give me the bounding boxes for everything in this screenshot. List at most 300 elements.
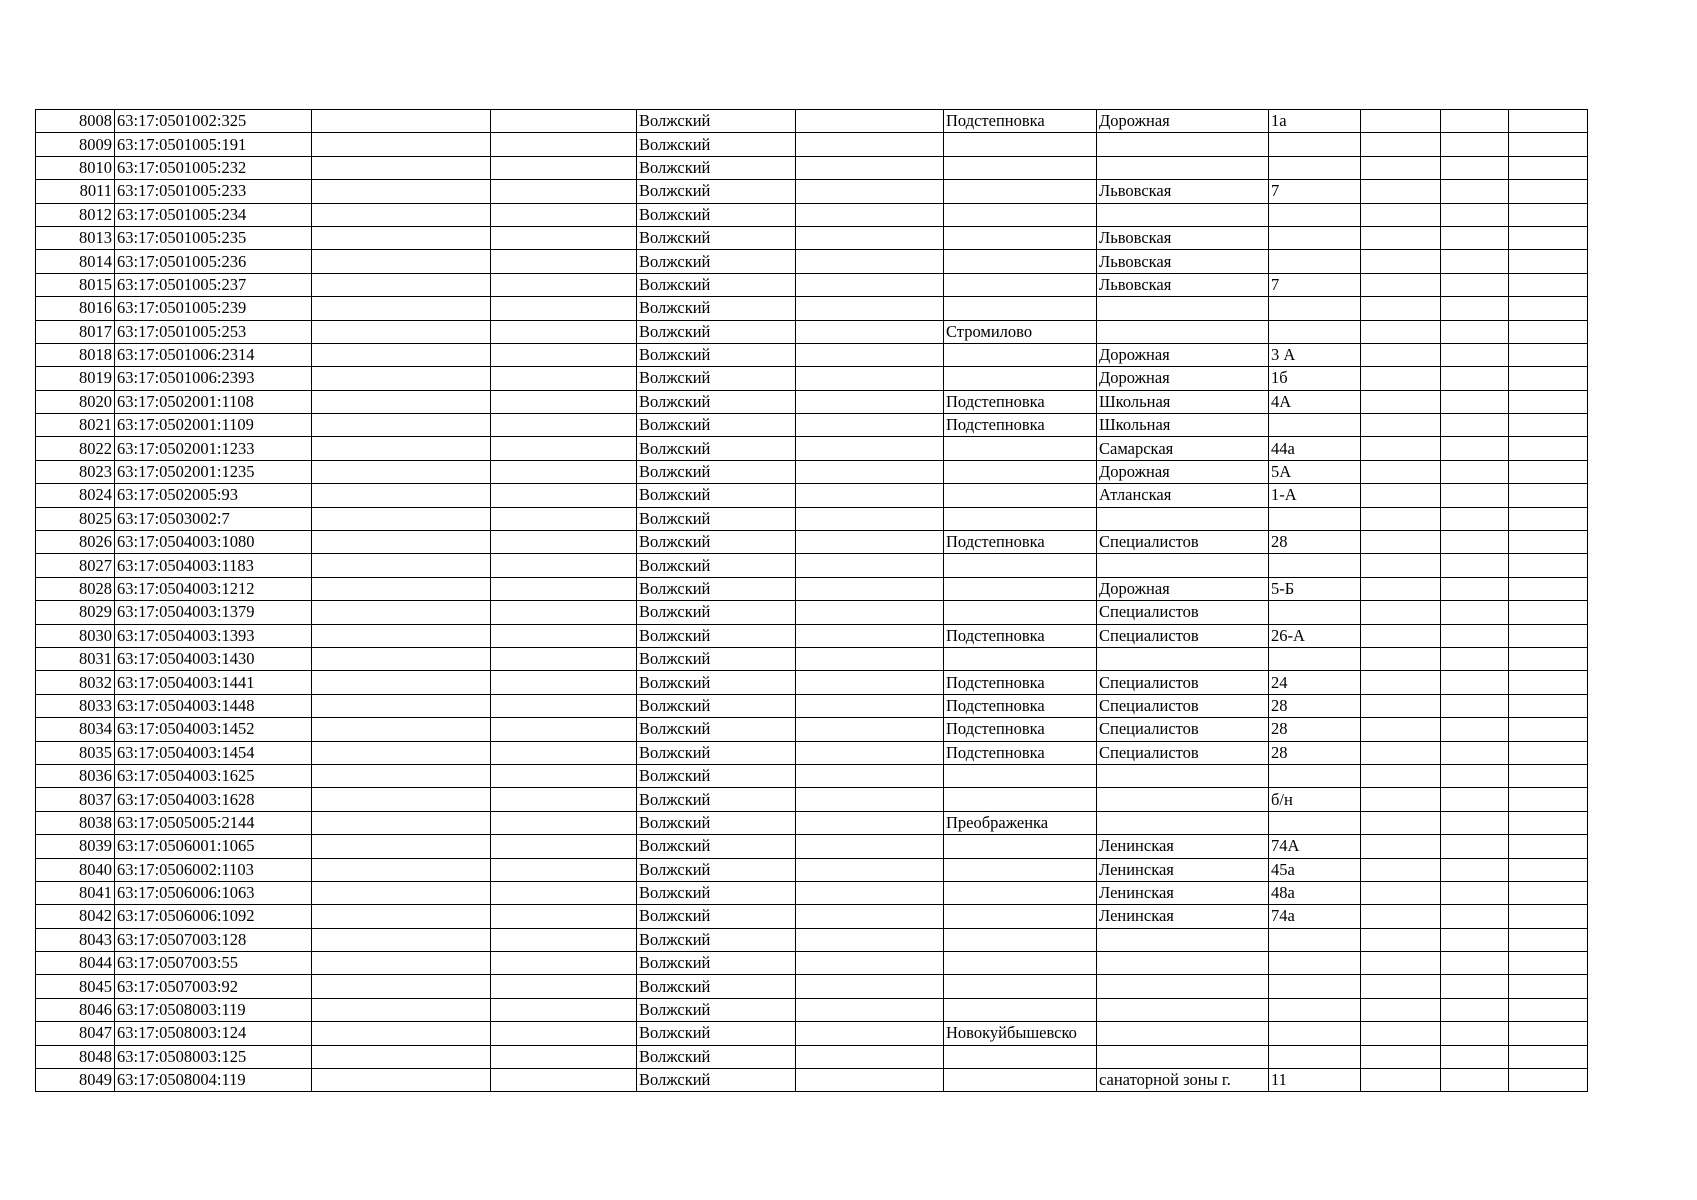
cell-cadastral-number: 63:17:0504003:1448 (115, 694, 312, 717)
table-row (36, 998, 1588, 1021)
cell-col-6 (796, 694, 944, 717)
cell-house-number: 11 (1269, 1069, 1361, 1092)
cell-col-6 (796, 577, 944, 600)
cell-street: Специалистов (1097, 531, 1269, 554)
cell-house-number (1269, 998, 1361, 1021)
cell-col-6 (796, 998, 944, 1021)
cell-col-6 (796, 881, 944, 904)
cell-settlement (944, 952, 1097, 975)
cell-col-12 (1509, 811, 1588, 834)
cell-col-12 (1509, 507, 1588, 530)
cell-settlement (944, 133, 1097, 156)
cell-cadastral-number: 63:17:0504003:1212 (115, 577, 312, 600)
cell-cadastral-number: 63:17:0506006:1092 (115, 905, 312, 928)
cell-row-number: 8021 (36, 414, 115, 437)
cell-col-12 (1509, 788, 1588, 811)
cell-district: Волжский (637, 671, 796, 694)
cell-row-number: 8011 (36, 180, 115, 203)
cell-col-4 (491, 133, 637, 156)
cell-settlement: Подстепновка (944, 414, 1097, 437)
cell-col-3 (312, 577, 491, 600)
cell-col-3 (312, 952, 491, 975)
cell-col-3 (312, 1069, 491, 1092)
cell-house-number: 3 А (1269, 343, 1361, 366)
cell-street (1097, 788, 1269, 811)
cell-col-11 (1441, 694, 1509, 717)
cell-col-12 (1509, 554, 1588, 577)
cell-street: Атланская (1097, 484, 1269, 507)
cell-district: Волжский (637, 881, 796, 904)
cell-col-3 (312, 320, 491, 343)
cell-col-4 (491, 554, 637, 577)
cell-house-number: 28 (1269, 718, 1361, 741)
cell-col-6 (796, 390, 944, 413)
cell-row-number: 8026 (36, 531, 115, 554)
cell-row-number: 8043 (36, 928, 115, 951)
cell-col-4 (491, 647, 637, 670)
table-row (36, 905, 1588, 928)
cell-col-10 (1361, 273, 1441, 296)
cell-col-6 (796, 905, 944, 928)
cell-col-6 (796, 180, 944, 203)
cell-col-6 (796, 156, 944, 179)
cell-col-3 (312, 624, 491, 647)
cell-settlement (944, 601, 1097, 624)
cell-cadastral-number: 63:17:0504003:1183 (115, 554, 312, 577)
cell-street: Специалистов (1097, 601, 1269, 624)
cell-col-6 (796, 484, 944, 507)
cell-district: Волжский (637, 858, 796, 881)
cell-street: Школьная (1097, 390, 1269, 413)
cell-house-number: 48а (1269, 881, 1361, 904)
cell-settlement (944, 1045, 1097, 1068)
cell-district: Волжский (637, 835, 796, 858)
cell-row-number: 8049 (36, 1069, 115, 1092)
cell-col-4 (491, 156, 637, 179)
cell-street (1097, 647, 1269, 670)
cell-cadastral-number: 63:17:0504003:1628 (115, 788, 312, 811)
cell-col-11 (1441, 624, 1509, 647)
table-row (36, 975, 1588, 998)
cell-row-number: 8046 (36, 998, 115, 1021)
cell-col-10 (1361, 437, 1441, 460)
cell-col-6 (796, 531, 944, 554)
table-row (36, 718, 1588, 741)
cell-col-3 (312, 531, 491, 554)
cell-col-10 (1361, 367, 1441, 390)
cell-cadastral-number: 63:17:0505005:2144 (115, 811, 312, 834)
cell-col-3 (312, 671, 491, 694)
cell-street (1097, 952, 1269, 975)
cell-col-11 (1441, 858, 1509, 881)
cell-house-number (1269, 647, 1361, 670)
cell-col-4 (491, 577, 637, 600)
cell-district: Волжский (637, 975, 796, 998)
cell-street: Школьная (1097, 414, 1269, 437)
cell-settlement: Подстепновка (944, 390, 1097, 413)
cell-col-3 (312, 133, 491, 156)
cell-district: Волжский (637, 1022, 796, 1045)
table-row (36, 414, 1588, 437)
cell-col-12 (1509, 694, 1588, 717)
cell-street (1097, 133, 1269, 156)
cell-col-12 (1509, 133, 1588, 156)
cell-district: Волжский (637, 952, 796, 975)
cell-col-11 (1441, 975, 1509, 998)
cell-col-6 (796, 928, 944, 951)
cell-cadastral-number: 63:17:0501005:233 (115, 180, 312, 203)
cell-house-number (1269, 250, 1361, 273)
cell-settlement: Подстепновка (944, 718, 1097, 741)
cell-col-11 (1441, 764, 1509, 787)
table-row (36, 1069, 1588, 1092)
cell-street: Самарская (1097, 437, 1269, 460)
cell-col-6 (796, 624, 944, 647)
cell-col-6 (796, 858, 944, 881)
table-row (36, 554, 1588, 577)
cell-settlement: Подстепновка (944, 624, 1097, 647)
cell-col-6 (796, 414, 944, 437)
cell-col-12 (1509, 577, 1588, 600)
cell-cadastral-number: 63:17:0501005:235 (115, 226, 312, 249)
cell-col-12 (1509, 531, 1588, 554)
cell-street: Специалистов (1097, 694, 1269, 717)
cell-col-10 (1361, 998, 1441, 1021)
cell-district: Волжский (637, 390, 796, 413)
table-row (36, 764, 1588, 787)
cell-street: Ленинская (1097, 835, 1269, 858)
cell-col-4 (491, 484, 637, 507)
cell-col-4 (491, 460, 637, 483)
cell-cadastral-number: 63:17:0501005:234 (115, 203, 312, 226)
cell-house-number (1269, 764, 1361, 787)
cell-row-number: 8029 (36, 601, 115, 624)
cell-col-11 (1441, 437, 1509, 460)
table-row (36, 250, 1588, 273)
cell-col-6 (796, 460, 944, 483)
cell-col-3 (312, 905, 491, 928)
cell-col-10 (1361, 577, 1441, 600)
cell-col-10 (1361, 1022, 1441, 1045)
cell-district: Волжский (637, 273, 796, 296)
cell-col-10 (1361, 156, 1441, 179)
cell-row-number: 8030 (36, 624, 115, 647)
cell-cadastral-number: 63:17:0508003:124 (115, 1022, 312, 1045)
cell-house-number: 28 (1269, 694, 1361, 717)
cell-col-10 (1361, 718, 1441, 741)
cell-col-4 (491, 788, 637, 811)
cell-settlement (944, 928, 1097, 951)
cell-col-10 (1361, 975, 1441, 998)
cell-col-12 (1509, 180, 1588, 203)
cell-row-number: 8009 (36, 133, 115, 156)
cell-cadastral-number: 63:17:0501006:2393 (115, 367, 312, 390)
cell-house-number: 5-Б (1269, 577, 1361, 600)
cell-row-number: 8012 (36, 203, 115, 226)
cell-house-number (1269, 414, 1361, 437)
cell-col-11 (1441, 226, 1509, 249)
table-row (36, 694, 1588, 717)
cell-cadastral-number: 63:17:0501005:236 (115, 250, 312, 273)
cell-col-4 (491, 1069, 637, 1092)
cell-street: Дорожная (1097, 460, 1269, 483)
table-row (36, 928, 1588, 951)
cell-col-10 (1361, 507, 1441, 530)
cell-row-number: 8020 (36, 390, 115, 413)
cell-col-12 (1509, 156, 1588, 179)
cell-cadastral-number: 63:17:0503002:7 (115, 507, 312, 530)
cell-settlement (944, 367, 1097, 390)
table-row (36, 273, 1588, 296)
table-row (36, 1045, 1588, 1068)
table-row (36, 180, 1588, 203)
cell-col-11 (1441, 343, 1509, 366)
cell-district: Волжский (637, 741, 796, 764)
cell-col-11 (1441, 1045, 1509, 1068)
cell-cadastral-number: 63:17:0507003:128 (115, 928, 312, 951)
cell-col-11 (1441, 460, 1509, 483)
table-row (36, 671, 1588, 694)
cell-col-10 (1361, 764, 1441, 787)
cell-col-4 (491, 811, 637, 834)
cell-col-3 (312, 226, 491, 249)
cell-col-10 (1361, 788, 1441, 811)
cell-house-number (1269, 156, 1361, 179)
cell-row-number: 8016 (36, 297, 115, 320)
cell-col-3 (312, 554, 491, 577)
cell-col-3 (312, 647, 491, 670)
cell-col-3 (312, 390, 491, 413)
cell-col-3 (312, 460, 491, 483)
cell-col-4 (491, 297, 637, 320)
cell-house-number: 74А (1269, 835, 1361, 858)
cell-col-11 (1441, 180, 1509, 203)
cell-cadastral-number: 63:17:0508003:125 (115, 1045, 312, 1068)
cell-col-12 (1509, 601, 1588, 624)
cell-row-number: 8033 (36, 694, 115, 717)
cell-col-10 (1361, 343, 1441, 366)
cell-street: Ленинская (1097, 858, 1269, 881)
cell-row-number: 8018 (36, 343, 115, 366)
cell-col-12 (1509, 320, 1588, 343)
cell-cadastral-number: 63:17:0507003:92 (115, 975, 312, 998)
cell-col-4 (491, 1045, 637, 1068)
cell-col-6 (796, 1045, 944, 1068)
table-row (36, 647, 1588, 670)
cell-col-12 (1509, 764, 1588, 787)
cell-street (1097, 975, 1269, 998)
table-row (36, 203, 1588, 226)
cell-col-12 (1509, 110, 1588, 133)
cell-house-number: 7 (1269, 180, 1361, 203)
cell-col-4 (491, 975, 637, 998)
cell-settlement (944, 203, 1097, 226)
cell-col-11 (1441, 390, 1509, 413)
cell-settlement (944, 975, 1097, 998)
cell-col-10 (1361, 531, 1441, 554)
cell-col-3 (312, 975, 491, 998)
cell-row-number: 8034 (36, 718, 115, 741)
cell-street: Специалистов (1097, 741, 1269, 764)
cell-settlement (944, 507, 1097, 530)
cell-col-6 (796, 741, 944, 764)
cell-house-number (1269, 133, 1361, 156)
cell-settlement: Подстепновка (944, 110, 1097, 133)
cell-col-4 (491, 835, 637, 858)
cell-row-number: 8031 (36, 647, 115, 670)
cell-col-10 (1361, 671, 1441, 694)
cell-district: Волжский (637, 554, 796, 577)
cell-col-12 (1509, 1022, 1588, 1045)
cell-row-number: 8032 (36, 671, 115, 694)
cell-cadastral-number: 63:17:0504003:1379 (115, 601, 312, 624)
table-row (36, 320, 1588, 343)
cell-row-number: 8023 (36, 460, 115, 483)
table-row (36, 367, 1588, 390)
cell-cadastral-number: 63:17:0506006:1063 (115, 881, 312, 904)
cell-row-number: 8019 (36, 367, 115, 390)
cell-col-6 (796, 811, 944, 834)
cell-col-3 (312, 343, 491, 366)
cell-col-12 (1509, 390, 1588, 413)
cell-col-3 (312, 156, 491, 179)
cell-street: Львовская (1097, 273, 1269, 296)
cell-settlement (944, 250, 1097, 273)
cell-col-6 (796, 835, 944, 858)
cell-col-10 (1361, 320, 1441, 343)
cell-settlement (944, 156, 1097, 179)
table-row (36, 133, 1588, 156)
cell-house-number (1269, 297, 1361, 320)
cell-col-11 (1441, 881, 1509, 904)
table-row (36, 390, 1588, 413)
cell-district: Волжский (637, 203, 796, 226)
cell-col-10 (1361, 390, 1441, 413)
cell-col-4 (491, 226, 637, 249)
cell-col-12 (1509, 414, 1588, 437)
table-row (36, 577, 1588, 600)
cell-row-number: 8027 (36, 554, 115, 577)
data-table (35, 109, 1588, 1092)
cell-col-10 (1361, 741, 1441, 764)
cell-col-4 (491, 437, 637, 460)
cell-col-11 (1441, 531, 1509, 554)
cell-street (1097, 928, 1269, 951)
cell-street (1097, 1045, 1269, 1068)
cell-settlement (944, 554, 1097, 577)
table-row (36, 297, 1588, 320)
cell-col-12 (1509, 273, 1588, 296)
cell-district: Волжский (637, 484, 796, 507)
cell-cadastral-number: 63:17:0501005:239 (115, 297, 312, 320)
cell-col-10 (1361, 250, 1441, 273)
cell-district: Волжский (637, 531, 796, 554)
cell-district: Волжский (637, 905, 796, 928)
cell-house-number: 45а (1269, 858, 1361, 881)
cell-col-10 (1361, 835, 1441, 858)
cell-house-number (1269, 507, 1361, 530)
cell-col-6 (796, 1022, 944, 1045)
cell-col-4 (491, 414, 637, 437)
cell-col-6 (796, 226, 944, 249)
cell-street: Специалистов (1097, 718, 1269, 741)
table-row (36, 835, 1588, 858)
cell-col-11 (1441, 928, 1509, 951)
cell-col-3 (312, 1022, 491, 1045)
cell-cadastral-number: 63:17:0501005:191 (115, 133, 312, 156)
cell-col-6 (796, 718, 944, 741)
cell-house-number (1269, 601, 1361, 624)
cell-col-12 (1509, 437, 1588, 460)
cell-col-10 (1361, 601, 1441, 624)
cell-col-6 (796, 203, 944, 226)
cell-col-12 (1509, 367, 1588, 390)
cell-col-12 (1509, 928, 1588, 951)
cell-settlement: Стромилово (944, 320, 1097, 343)
table-row (36, 811, 1588, 834)
cell-col-4 (491, 741, 637, 764)
cell-col-12 (1509, 975, 1588, 998)
cell-street: Ленинская (1097, 881, 1269, 904)
cell-col-3 (312, 180, 491, 203)
cell-street: Львовская (1097, 226, 1269, 249)
cell-col-12 (1509, 226, 1588, 249)
table-row (36, 531, 1588, 554)
cell-district: Волжский (637, 460, 796, 483)
cell-col-3 (312, 484, 491, 507)
cell-col-11 (1441, 788, 1509, 811)
table-row (36, 110, 1588, 133)
table-row (36, 437, 1588, 460)
cell-col-6 (796, 507, 944, 530)
cell-district: Волжский (637, 624, 796, 647)
cell-col-3 (312, 507, 491, 530)
cell-col-4 (491, 273, 637, 296)
cell-col-11 (1441, 741, 1509, 764)
cell-house-number (1269, 928, 1361, 951)
cell-col-11 (1441, 156, 1509, 179)
cell-col-6 (796, 110, 944, 133)
cell-col-10 (1361, 647, 1441, 670)
cell-col-4 (491, 203, 637, 226)
cell-col-6 (796, 952, 944, 975)
cell-col-12 (1509, 858, 1588, 881)
cell-street (1097, 203, 1269, 226)
cell-col-4 (491, 531, 637, 554)
cell-district: Волжский (637, 694, 796, 717)
cell-col-3 (312, 297, 491, 320)
cell-col-11 (1441, 133, 1509, 156)
cell-col-3 (312, 764, 491, 787)
cell-cadastral-number: 63:17:0502001:1233 (115, 437, 312, 460)
cell-col-3 (312, 367, 491, 390)
cell-col-11 (1441, 554, 1509, 577)
cell-col-6 (796, 133, 944, 156)
cell-col-4 (491, 507, 637, 530)
cell-street: Львовская (1097, 250, 1269, 273)
cell-col-3 (312, 858, 491, 881)
cell-cadastral-number: 63:17:0506001:1065 (115, 835, 312, 858)
cell-col-12 (1509, 343, 1588, 366)
cell-col-11 (1441, 250, 1509, 273)
cell-house-number (1269, 320, 1361, 343)
cell-col-6 (796, 343, 944, 366)
cell-district: Волжский (637, 811, 796, 834)
cell-col-3 (312, 414, 491, 437)
cell-house-number: 28 (1269, 531, 1361, 554)
cell-house-number: 44а (1269, 437, 1361, 460)
cell-house-number: 26-А (1269, 624, 1361, 647)
